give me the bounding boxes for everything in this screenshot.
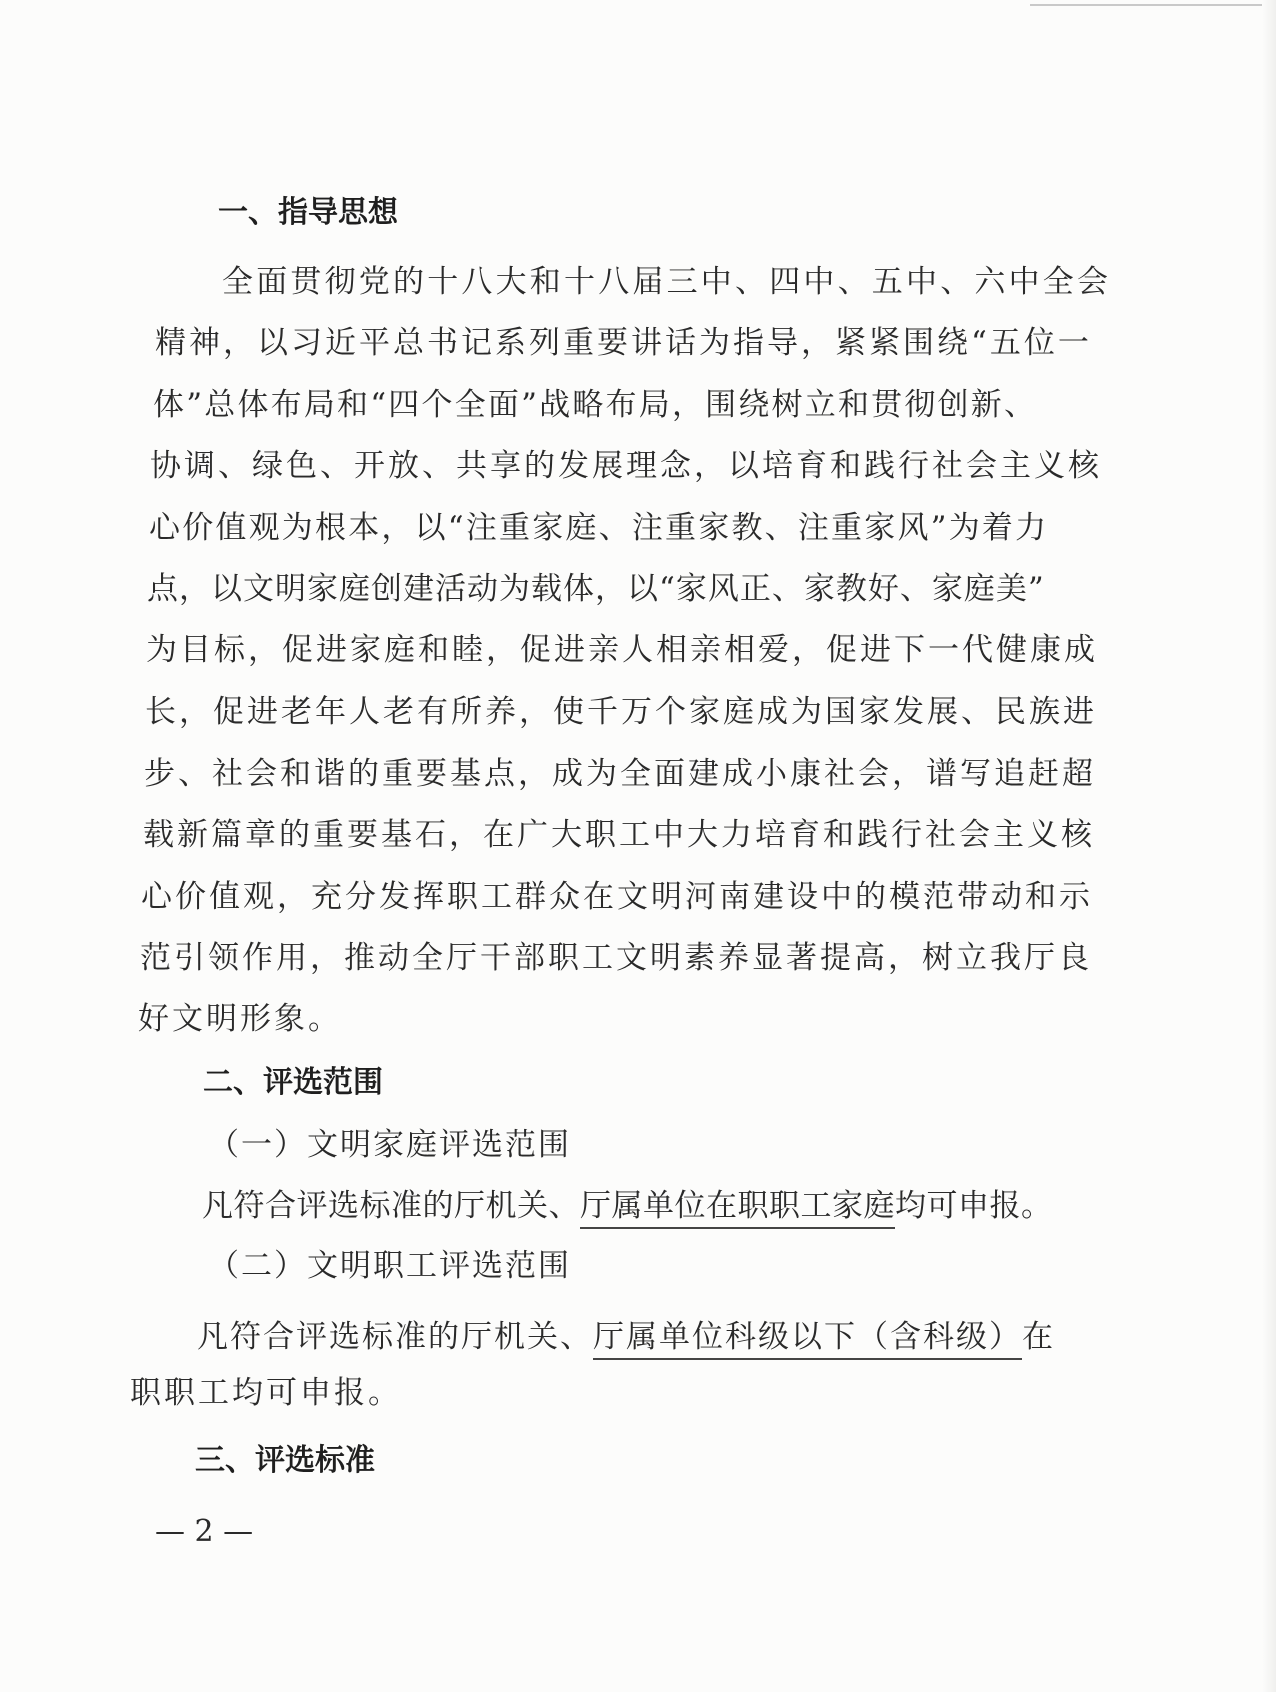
section-2-heading: 二、评选范围 <box>203 1065 383 1100</box>
underlined-phrase: 厅属单位科级以下（含科级） <box>593 1319 1022 1360</box>
paragraph-line: 点，以文明家庭创建活动为载体，以“家风正、家教好、家庭美” <box>147 571 1045 607</box>
section-1-heading: 一、指导思想 <box>218 195 398 230</box>
subsection-1-text-start: 凡符合评选标准的厅机关、 <box>202 1188 580 1224</box>
scan-edge-shadow <box>1262 0 1276 1692</box>
paragraph-line: 步、社会和谐的重要基点，成为全面建成小康社会，谱写追赶超 <box>144 756 1096 792</box>
subsection-2-title: （二）文明职工评选范围 <box>208 1248 571 1284</box>
subsection-2-text <box>197 1317 1055 1357</box>
paragraph-line: 心价值观，充分发挥职工群众在文明河南建设中的模范带动和示 <box>141 879 1093 915</box>
paragraph-line: 全面贯彻党的十八大和十八届三中、四中、五中、六中全会 <box>222 264 1112 300</box>
section-3-heading: 三、评选标准 <box>195 1443 375 1478</box>
paragraph-line: 精神，以习近平总书记系列重要讲话为指导，紧紧围绕“五位一 <box>155 325 1092 361</box>
page-number: — 2 — <box>155 1514 254 1549</box>
subsection-2-text-start: 凡符合评选标准的厅机关、 <box>197 1319 593 1355</box>
paragraph-line: 协调、绿色、开放、共享的发展理念，以培育和践行社会主义核 <box>150 448 1102 484</box>
paragraph-line: 好文明形象。 <box>138 1001 342 1037</box>
subsection-1-text-end: 均可申报。 <box>895 1188 1053 1224</box>
subsection-1-title: （一）文明家庭评选范围 <box>208 1127 571 1163</box>
paragraph-line: 范引领作用，推动全厅干部职工文明素养显著提高，树立我厅良 <box>140 940 1092 976</box>
scan-edge-line <box>1030 4 1276 6</box>
underlined-phrase: 厅属单位在职职工家庭 <box>580 1188 895 1229</box>
paragraph-line: 长，促进老年人老有所养，使千万个家庭成为国家发展、民族进 <box>145 694 1097 730</box>
paragraph-line: 心价值观为根本，以“注重家庭、注重家教、注重家风”为着力 <box>149 510 1049 546</box>
subsection-1-text <box>202 1186 1053 1226</box>
paragraph-line: 为目标，促进家庭和睦，促进亲人相亲相爱，促进下一代健康成 <box>146 632 1098 668</box>
subsection-2-text-line2: 职职工均可申报。 <box>130 1375 402 1411</box>
paragraph-line: 载新篇章的重要基石，在广大职工中大力培育和践行社会主义核 <box>143 817 1095 853</box>
subsection-2-text-end: 在 <box>1022 1319 1055 1355</box>
paragraph-line: 体”总体布局和“四个全面”战略布局，围绕树立和贯彻创新、 <box>153 387 1038 423</box>
